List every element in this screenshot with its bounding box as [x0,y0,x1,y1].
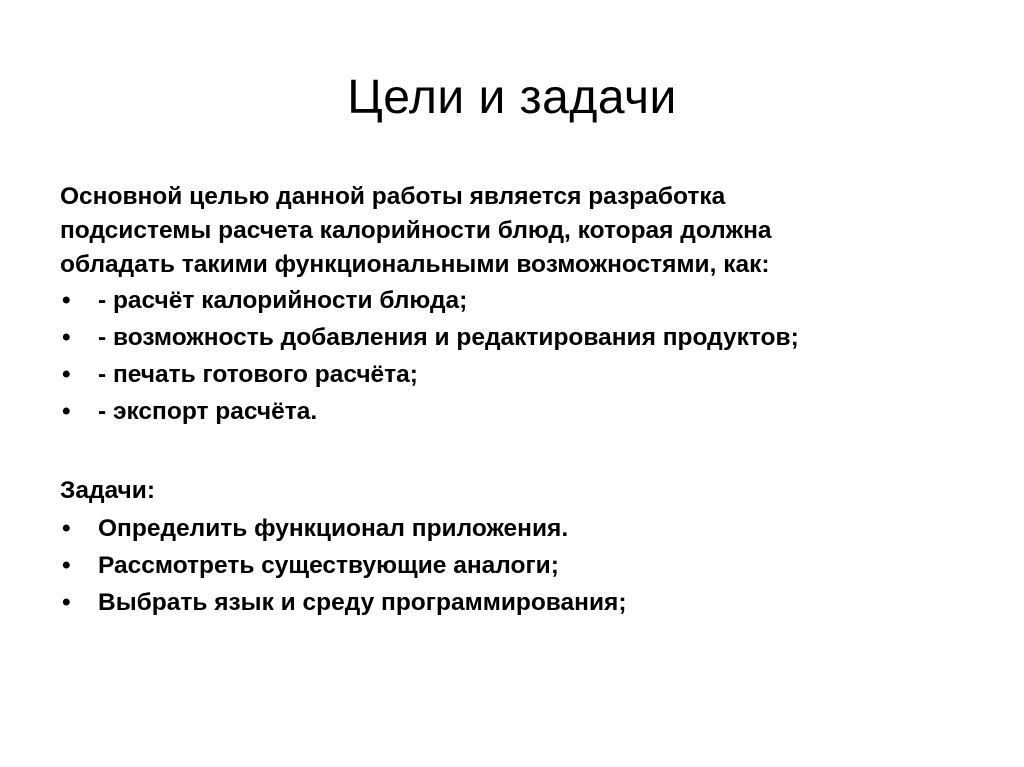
goal-item [60,393,960,430]
task-text: Рассмотреть существующие аналоги; [98,552,559,579]
bullet-icon: • [62,515,71,542]
goal-item [60,319,960,356]
intro-line: обладать такими функциональными возможностями, как: [60,251,770,278]
task-item [60,510,960,547]
intro-line: Основной целью данной работы является разработка [60,183,726,210]
goal-text: - печать готового расчёта; [98,361,418,388]
bullet-icon: • [62,361,71,388]
bullet-icon: • [62,589,71,616]
goal-item [60,282,960,319]
task-text: Выбрать язык и среду программирования; [98,589,627,616]
task-text: Определить функционал приложения. [98,515,569,542]
task-item [60,584,960,621]
goal-item [60,356,960,393]
tasks-heading: Задачи: [60,477,155,504]
bullet-icon: • [62,398,71,425]
slide-title: Цели и задачи [347,71,677,124]
bullet-icon: • [62,552,71,579]
goal-text: - возможность добавления и редактирования продуктов; [98,324,799,351]
bullet-icon: • [62,324,71,351]
goal-text: - экспорт расчёта. [98,398,318,425]
spacer [60,430,960,472]
bullet-icon: • [62,287,71,314]
tasks-list [60,510,960,621]
task-item [60,547,960,584]
slide-body [60,180,960,621]
intro-line: подсистемы расчета калорийности блюд, которая должна [60,217,772,244]
goals-list [60,282,960,430]
goal-text: - расчёт калорийности блюда; [98,287,468,314]
